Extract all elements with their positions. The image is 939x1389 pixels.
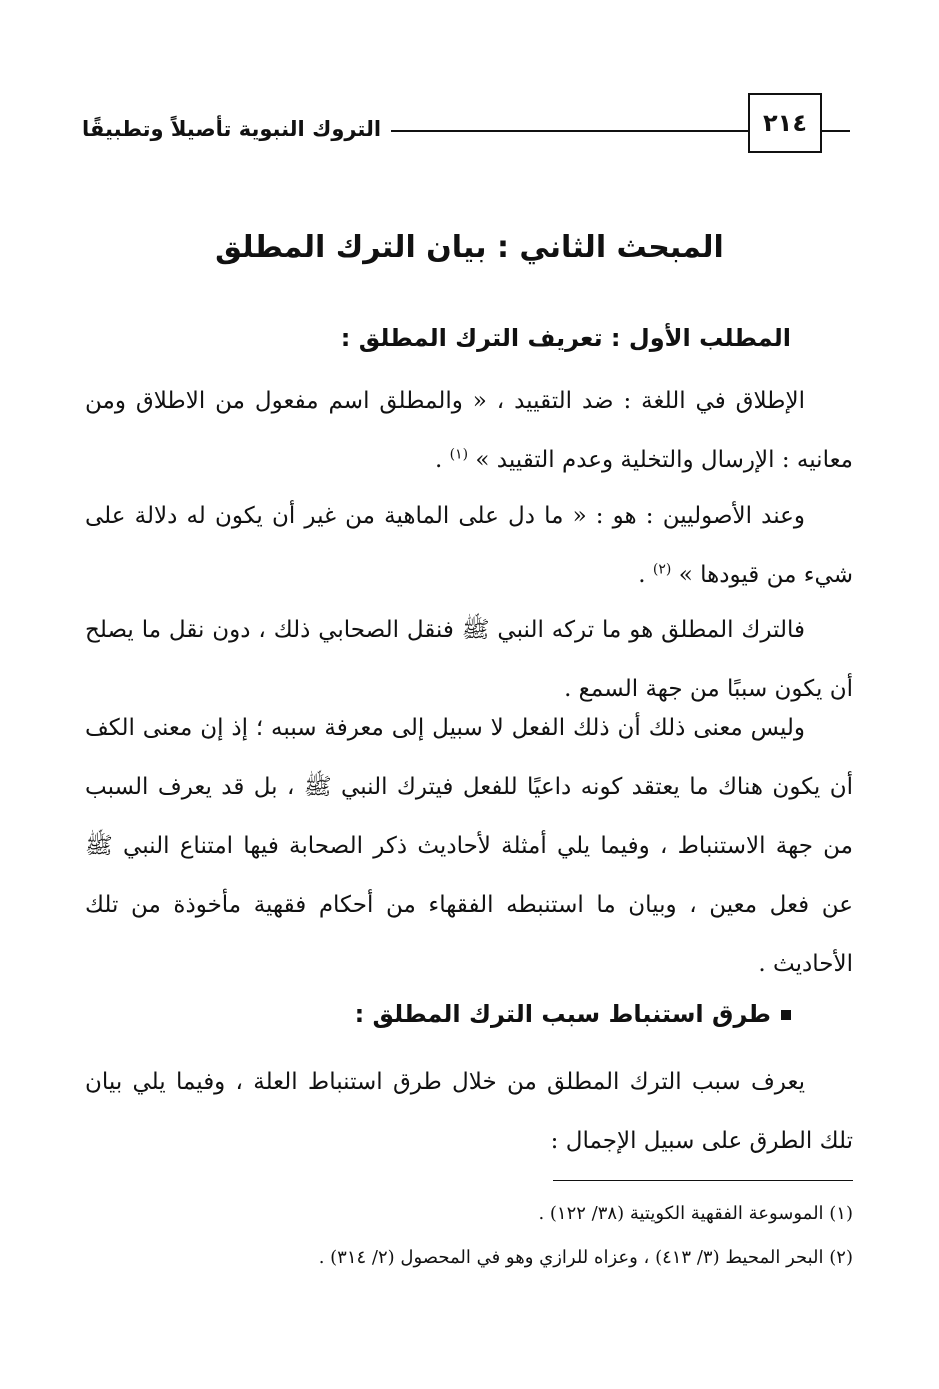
subheading-definition: المطلب الأول : تعريف الترك المطلق : <box>340 324 791 352</box>
footnote-1: (١) الموسوعة الفقهية الكويتية (٣٨/ ١٢٢) . <box>538 1203 853 1224</box>
subheading-methods-label: طرق استنباط سبب الترك المطلق : <box>354 1000 771 1028</box>
paragraph-text: الإطلاق في اللغة : ضد التقييد ، « والمطلق اسم مفعول من الاطلاق ومن معانيه : الإرسال والتخلية وعدم التقييد » <box>85 388 853 473</box>
paragraph-text: وعند الأصوليين : هو : « ما دل على الماهية من غير أن يكون له دلالة على شيء من قيودها » <box>85 503 853 588</box>
section-title: المبحث الثاني : بيان الترك المطلق <box>215 230 724 265</box>
paragraph-end: . <box>434 447 450 473</box>
paragraph-cause-deduction <box>85 699 853 994</box>
page-header <box>78 93 850 155</box>
subheading-methods <box>131 994 791 1034</box>
paragraph-text: فالترك المطلق هو ما تركه النبي ﷺ فنقل الصحابي ذلك ، دون نقل ما يصلح أن يكون سببًا من جهة السمع . <box>85 617 853 702</box>
footnote-2: (٢) البحر المحيط (٣/ ٤١٣) ، وعزاه للرازي وهو في المحصول (٢/ ٣١٤) . <box>318 1247 853 1268</box>
paragraph-text: يعرف سبب الترك المطلق من خلال طرق استنباط العلة ، وفيما يلي بيان تلك الطرق على سبيل الإجمال : <box>85 1069 853 1154</box>
footnote-marker: (٢) <box>652 561 672 578</box>
running-title: التروك النبوية تأصيلاً وتطبيقًا <box>78 111 391 147</box>
paragraph-end: . <box>638 562 653 588</box>
page-number: ٢١٤ <box>748 93 822 153</box>
bullet-square-icon <box>781 1010 791 1020</box>
footnote-marker: (١) <box>449 446 469 463</box>
paragraph-text: وليس معنى ذلك أن ذلك الفعل لا سبيل إلى معرفة سببه ؛ إذ إن معنى الكف أن يكون هناك ما يعتقد كونه داعيًا للفعل فيترك النبي ﷺ ، بل قد يعرف السبب من جهة الاستنباط ، وفيما يلي أمثلة لأحاديث ذكر الصحابة فيها امتناع النبي ﷺ عن فعل معين ، وبيان ما استنبطه الفقهاء من أحكام فقهية مأخوذة من تلك الأحاديث . <box>85 715 853 977</box>
footnote-divider <box>553 1180 853 1181</box>
paragraph-usuli-definition <box>85 487 853 605</box>
paragraph-linguistic-definition <box>85 372 853 490</box>
paragraph-methods-intro <box>85 1053 853 1171</box>
